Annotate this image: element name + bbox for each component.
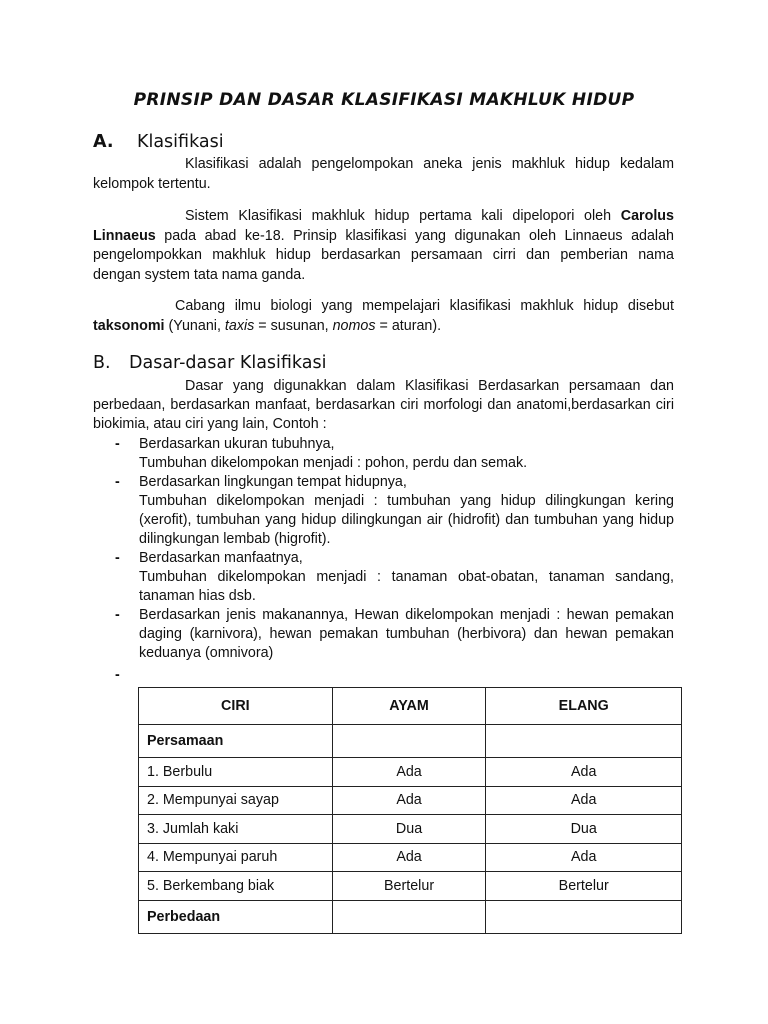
table-cell-empty xyxy=(486,900,682,933)
table-cell-elang: Ada xyxy=(486,758,682,787)
table-cell-ciri: 3. Jumlah kaki xyxy=(139,815,333,844)
para1-text: Klasifikasi adalah pengelompokan aneka jenis makhluk hidup kedalam kelompok tertentu. xyxy=(93,156,674,192)
group-label-perbedaan: Perbedaan xyxy=(139,900,333,933)
table-cell-elang: Ada xyxy=(486,843,682,872)
table-cell-elang: Dua xyxy=(486,815,682,844)
section-a-number: A. xyxy=(93,132,114,152)
table-cell-ayam: Ada xyxy=(332,758,486,787)
para3-text-mid1: (Yunani, xyxy=(164,317,225,334)
list-item-title: Berdasarkan manfaatnya, xyxy=(139,550,303,566)
list-item xyxy=(93,606,674,663)
list-item-title: Berdasarkan ukuran tubuhnya, xyxy=(139,436,335,452)
table-row xyxy=(139,758,682,787)
section-b-number: B. xyxy=(93,353,111,373)
table-cell-ciri: 2. Mempunyai sayap xyxy=(139,786,333,815)
bullet-dash: - xyxy=(115,436,120,452)
para3-italic-2: nomos xyxy=(332,317,376,334)
list-item xyxy=(93,666,674,685)
table-cell-ciri: 4. Mempunyai paruh xyxy=(139,843,333,872)
header-elang: ELANG xyxy=(486,688,682,725)
bullet-dash: - xyxy=(115,667,120,683)
section-a-paragraph-1 xyxy=(93,155,674,194)
table-cell-ciri: 5. Berkembang biak xyxy=(139,872,333,901)
table-row xyxy=(139,843,682,872)
para3-italic-1: taxis xyxy=(224,317,255,334)
table-cell-elang: Bertelur xyxy=(486,872,682,901)
table-row xyxy=(139,786,682,815)
table-cell-empty xyxy=(332,900,486,933)
list-item-title: Berdasarkan jenis makanannya, Hewan dikelompokan menjadi : hewan pemakan daging (karnivora), hewan pemakan tumbuhan (herbivora) dan hewan pemakan keduanya (omnivora) xyxy=(139,607,674,661)
list-item xyxy=(93,435,674,473)
table-cell-ayam: Ada xyxy=(332,843,486,872)
table-cell-ayam: Ada xyxy=(332,786,486,815)
table-cell-ayam: Dua xyxy=(332,815,486,844)
section-a-heading xyxy=(93,132,224,152)
table-group-row xyxy=(139,900,682,933)
section-a-title: Klasifikasi xyxy=(137,132,224,152)
section-a-paragraph-2 xyxy=(93,207,674,286)
table-row xyxy=(139,872,682,901)
table-cell-empty xyxy=(486,725,682,758)
table-cell-ciri: 1. Berbulu xyxy=(139,758,333,787)
list-item xyxy=(93,549,674,606)
list-item-detail: Tumbuhan dikelompokan menjadi : tanaman obat-obatan, tanaman sandang, tanaman hias dsb. xyxy=(139,569,674,604)
table-cell-elang: Ada xyxy=(486,786,682,815)
list-item-title: Berdasarkan lingkungan tempat hidupnya, xyxy=(139,474,407,490)
criteria-list xyxy=(93,435,674,685)
list-item xyxy=(93,473,674,549)
para3-text-pre: Cabang ilmu biologi yang mempelajari klasifikasi makhluk hidup disebut xyxy=(175,298,674,314)
para2-text-pre: Sistem Klasifikasi makhluk hidup pertama kali dipelopori oleh xyxy=(185,208,621,224)
section-a-paragraph-3 xyxy=(93,297,674,336)
para2-text-post: pada abad ke-18. Prinsip klasifikasi yang digunakan oleh Linnaeus adalah pengelompokkan makhluk hidup berdasarkan persamaan cirri dan pemberian nama dengan system tata nama ganda. xyxy=(93,227,674,284)
para3-text-post: = aturan). xyxy=(375,317,442,334)
bullet-dash: - xyxy=(115,607,120,623)
intro-text: Dasar yang digunakkan dalam Klasifikasi Berdasarkan persamaan dan perbedaan, berdasarkan manfaat, berdasarkan ciri morfologi dan anatomi,berdasarkan ciri biokimia, atau ciri yang lain, Contoh : xyxy=(93,378,674,433)
table-cell-ayam: Bertelur xyxy=(332,872,486,901)
document-title: PRINSIP DAN DASAR KLASIFIKASI MAKHLUK HIDUP xyxy=(133,90,635,110)
table-group-row xyxy=(139,725,682,758)
section-b-title: Dasar-dasar Klasifikasi xyxy=(129,353,327,373)
group-label-persamaan: Persamaan xyxy=(139,725,333,758)
list-item-detail: Tumbuhan dikelompokan menjadi : tumbuhan yang hidup dilingkungan kering (xerofit), tumbuhan yang hidup dilingkungan air (hidrofit) dan tumbuhan yang hidup dilingkungan lembab (higrofit). xyxy=(139,493,674,547)
para2-bold-name: Carolus Linnaeus xyxy=(93,208,674,244)
bullet-dash: - xyxy=(115,474,120,490)
table-header-row xyxy=(139,688,682,725)
table-cell-empty xyxy=(332,725,486,758)
header-ciri: CIRI xyxy=(139,688,333,725)
section-b-intro xyxy=(93,377,674,435)
comparison-table xyxy=(138,687,682,934)
header-ayam: AYAM xyxy=(332,688,486,725)
table-row xyxy=(139,815,682,844)
para3-bold-term: taksonomi xyxy=(93,317,165,334)
list-item-detail: Tumbuhan dikelompokan menjadi : pohon, perdu dan semak. xyxy=(139,455,528,471)
bullet-dash: - xyxy=(115,550,120,566)
para3-text-mid2: = susunan, xyxy=(254,317,333,334)
section-b-heading xyxy=(93,353,326,373)
